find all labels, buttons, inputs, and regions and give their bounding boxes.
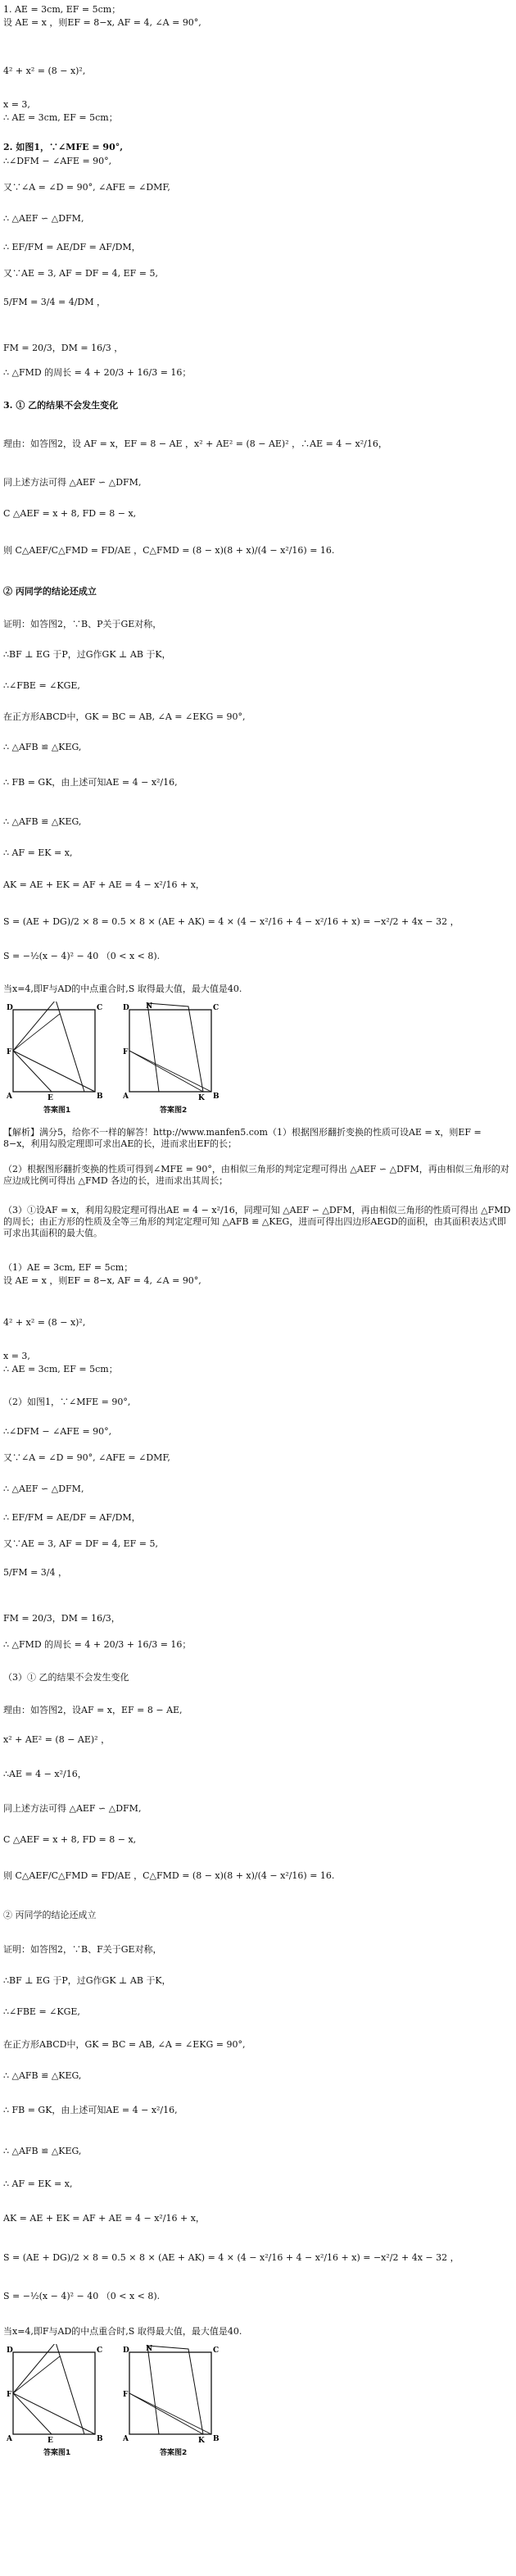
label-c: C <box>97 1004 103 1012</box>
solution-line: 又∵AE = 3, AF = DF = 4, EF = 5, <box>3 1538 158 1549</box>
solution-line: 则 C△AEF/C△FMD = FD/AE ，C△FMD = (8 − x)(8 + x)/(4 − x²/16) = 16. <box>3 545 335 556</box>
label-c: C <box>213 2347 220 2355</box>
solution-line: ∴AE = 4 − x²/16， <box>3 1769 87 1779</box>
label-n: N <box>146 1002 153 1011</box>
figure-caption: 答案图1 <box>43 2449 71 2457</box>
solution-line: 当x=4,即F与AD的中点重合时,S 取得最大值，最大值是40. <box>3 984 242 994</box>
figure-caption: 答案图2 <box>160 1106 188 1115</box>
solution-line: 4² + x² = (8 − x)², <box>3 1317 86 1328</box>
solution-line: 又∵∠A = ∠D = 90°, ∠AFE = ∠DMF, <box>3 182 170 193</box>
label-c: C <box>97 2347 103 2355</box>
solution-line: S = (AE + DG)/2 × 8 = 0.5 × 8 × (AE + AK) = 4 × (4 − x²/16 + 4 − x²/16 + x) = −x²/2 + 4x − 32 ， <box>3 916 459 927</box>
solution-line: 设 AE = x ，则EF = 8−x, AF = 4, ∠A = 90°, <box>3 17 201 28</box>
solution-line: ∴ △AEF ∽ △DFM, <box>3 1483 84 1494</box>
solution-line: 在正方形ABCD中，GK = BC = AB, ∠A = ∠EKG = 90°, <box>3 711 246 722</box>
solution-line: ∴ △AFB ≌ △KEG, <box>3 2070 82 2081</box>
label-a: A <box>7 2435 12 2443</box>
label-f: F <box>7 2391 12 2399</box>
analysis-paragraph: （2）根据图形翻折变换的性质可得到∠MFE = 90°，由相似三角形的判定定理可得出 △AEF ∽ △DFM，再由相似三角形的对应边成比例可得出 △FMD 各边的长，进而求出其周长； <box>3 1164 509 1186</box>
solution-line: ∴∠FBE = ∠KGE, <box>3 2006 80 2017</box>
solution-line: C △AEF = x + 8, FD = 8 − x, <box>3 508 137 519</box>
solution-line: FM = 20/3，DM = 16/3， <box>3 1613 120 1624</box>
solution-line: ∴BF ⊥ EG 于P，过G作GK ⊥ AB 于K， <box>3 649 171 660</box>
solution-line: x = 3, <box>3 1351 30 1361</box>
label-f: F <box>7 1048 12 1056</box>
solution-line: ∴ AE = 3cm, EF = 5cm； <box>3 1364 118 1374</box>
solution-line: ∴ △AFB ≌ △KEG, <box>3 2146 82 2156</box>
label-e: E <box>48 1094 53 1102</box>
solution-line: S = −½(x − 4)² − 40 （0 < x < 8). <box>3 951 161 961</box>
solution-line: S = (AE + DG)/2 × 8 = 0.5 × 8 × (AE + AK) = 4 × (4 − x²/16 + 4 − x²/16 + x) = −x²/2 + 4x − 32 ， <box>3 2252 459 2263</box>
answer-figure-1 <box>7 2344 113 2459</box>
solution-line: 理由：如答图2，设AF = x，EF = 8 − AE, <box>3 1705 183 1715</box>
solution-line: ∴ FB = GK，由上述可知AE = 4 − x²/16, <box>3 777 178 788</box>
solution-line: （2）如图1，∵∠MFE = 90°, <box>3 1397 131 1407</box>
solution-line: ∴∠DFM − ∠AFE = 90°, <box>3 1426 112 1437</box>
solution-line: 证明：如答图2，∵B、P关于GE对称， <box>3 619 162 629</box>
solution-line: ② 丙同学的结论还成立 <box>3 1910 97 1920</box>
figure-caption: 答案图2 <box>160 2449 188 2457</box>
label-a: A <box>123 1093 129 1101</box>
solution-line: 同上述方法可得 △AEF ∽ △DFM, <box>3 477 142 488</box>
label-b: B <box>213 2435 220 2443</box>
solution-line: C △AEF = x + 8, FD = 8 − x, <box>3 1834 137 1845</box>
solution-line: S = −½(x − 4)² − 40 （0 < x < 8). <box>3 2291 161 2301</box>
answer-figure-2 <box>123 2344 229 2459</box>
label-e: E <box>48 2437 53 2445</box>
solution-line: AK = AE + EK = AF + AE = 4 − x²/16 + x， <box>3 2213 205 2224</box>
answer-figure-1 <box>7 1002 113 1116</box>
label-d: D <box>7 2347 13 2355</box>
solution-line: 证明：如答图2，∵B、F关于GE对称， <box>3 1944 162 1955</box>
solution-line: ∴ EF/FM = AE/DF = AF/DM， <box>3 1512 141 1523</box>
solution-line: x² + AE² = (8 − AE)² ， <box>3 1734 111 1745</box>
solution-line: 在正方形ABCD中，GK = BC = AB, ∠A = ∠EKG = 90°, <box>3 2039 246 2050</box>
solution-line: ∴ AE = 3cm, EF = 5cm； <box>3 112 118 123</box>
label-b: B <box>97 2435 103 2443</box>
label-f: F <box>123 2391 129 2399</box>
solution-line: 4² + x² = (8 − x)², <box>3 66 86 76</box>
answer-figure-2 <box>123 1002 229 1116</box>
solution-line: ∴ △FMD 的周长 = 4 + 20/3 + 16/3 = 16； <box>3 367 192 378</box>
label-b: B <box>97 1093 103 1101</box>
analysis-paragraph: （3）①设AF = x，利用勾股定理可得出AE = 4 − x²/16，同理可知 △AEF ∽ △DFM，再由相似三角形的性质可得出 △FMD 的周长；由正方形的性质及全等三角形的判定定理可知 △AFB ≌ △KEG，进而可得出四边形AEGD的面积，由其面积表达式即可求出其面积的最大值。 <box>3 1205 511 1238</box>
solution-line: ∴ △AEF ∽ △DFM, <box>3 213 84 224</box>
solution-line: ∴ AF = EK = x, <box>3 847 73 858</box>
solution-line: ∴∠DFM − ∠AFE = 90°, <box>3 156 112 166</box>
solution-line: （3）① 乙的结果不会发生变化 <box>3 1672 129 1683</box>
figure-caption: 答案图1 <box>43 1106 71 1115</box>
analysis-paragraph: 【解析】满分5，给你不一样的解答！http://www.manfen5.com（1）根据图形翻折变换的性质可设AE = x，则EF = 8−x，利用勾股定理即可求出AE的长，进而求出EF的长； <box>3 1127 482 1149</box>
solution-line: 5/FM = 3/4 ， <box>3 1567 68 1578</box>
solution-line: x = 3, <box>3 99 30 110</box>
label-d: D <box>123 1004 129 1012</box>
solution-line: ∴ △AFB ≌ △KEG, <box>3 742 82 752</box>
label-d: D <box>123 2347 129 2355</box>
solution-line: ∴ △AFB ≌ △KEG, <box>3 816 82 827</box>
label-a: A <box>123 2435 129 2443</box>
solution-line: 1. AE = 3cm, EF = 5cm； <box>3 4 121 15</box>
label-k: K <box>198 1094 205 1102</box>
label-k: K <box>198 2437 205 2445</box>
solution-line: ② 丙同学的结论还成立 <box>3 586 97 597</box>
solution-line: ∴ FB = GK，由上述可知AE = 4 − x²/16, <box>3 2105 178 2115</box>
label-d: D <box>7 1004 13 1012</box>
label-f: F <box>123 1048 129 1056</box>
solution-line: ∴ EF/FM = AE/DF = AF/DM， <box>3 242 141 252</box>
solution-line: ∴∠FBE = ∠KGE, <box>3 680 80 691</box>
solution-line: 设 AE = x ，则EF = 8−x, AF = 4, ∠A = 90°, <box>3 1275 201 1286</box>
solution-line: 3. ① 乙的结果不会发生变化 <box>3 400 119 411</box>
solution-line: ∴ △FMD 的周长 = 4 + 20/3 + 16/3 = 16； <box>3 1639 192 1650</box>
label-c: C <box>213 1004 220 1012</box>
label-a: A <box>7 1093 12 1101</box>
solution-line: （1）AE = 3cm, EF = 5cm； <box>3 1262 134 1273</box>
solution-line: 又∵AE = 3, AF = DF = 4, EF = 5, <box>3 268 158 279</box>
solution-line: 同上述方法可得 △AEF ∽ △DFM, <box>3 1803 142 1814</box>
solution-line: ∴BF ⊥ EG 于P，过G作GK ⊥ AB 于K， <box>3 1975 171 1986</box>
label-b: B <box>213 1093 220 1101</box>
solution-line: ∴ AF = EK = x, <box>3 2178 73 2189</box>
solution-line: 理由：如答图2，设 AF = x，EF = 8 − AE ，x² + AE² = (8 − AE)² ，∴AE = 4 − x²/16， <box>3 438 387 449</box>
solution-line: 又∵∠A = ∠D = 90°, ∠AFE = ∠DMF, <box>3 1452 170 1463</box>
solution-line: AK = AE + EK = AF + AE = 4 − x²/16 + x， <box>3 879 205 890</box>
solution-line: 2. 如图1，∵∠MFE = 90°, <box>3 142 124 152</box>
solution-line: 则 C△AEF/C△FMD = FD/AE ，C△FMD = (8 − x)(8 + x)/(4 − x²/16) = 16. <box>3 1870 335 1881</box>
solution-line: 5/FM = 3/4 = 4/DM ， <box>3 297 106 307</box>
label-n: N <box>146 2345 153 2353</box>
solution-line: 当x=4,即F与AD的中点重合时,S 取得最大值，最大值是40. <box>3 2326 242 2337</box>
solution-line: FM = 20/3，DM = 16/3 ， <box>3 343 124 353</box>
